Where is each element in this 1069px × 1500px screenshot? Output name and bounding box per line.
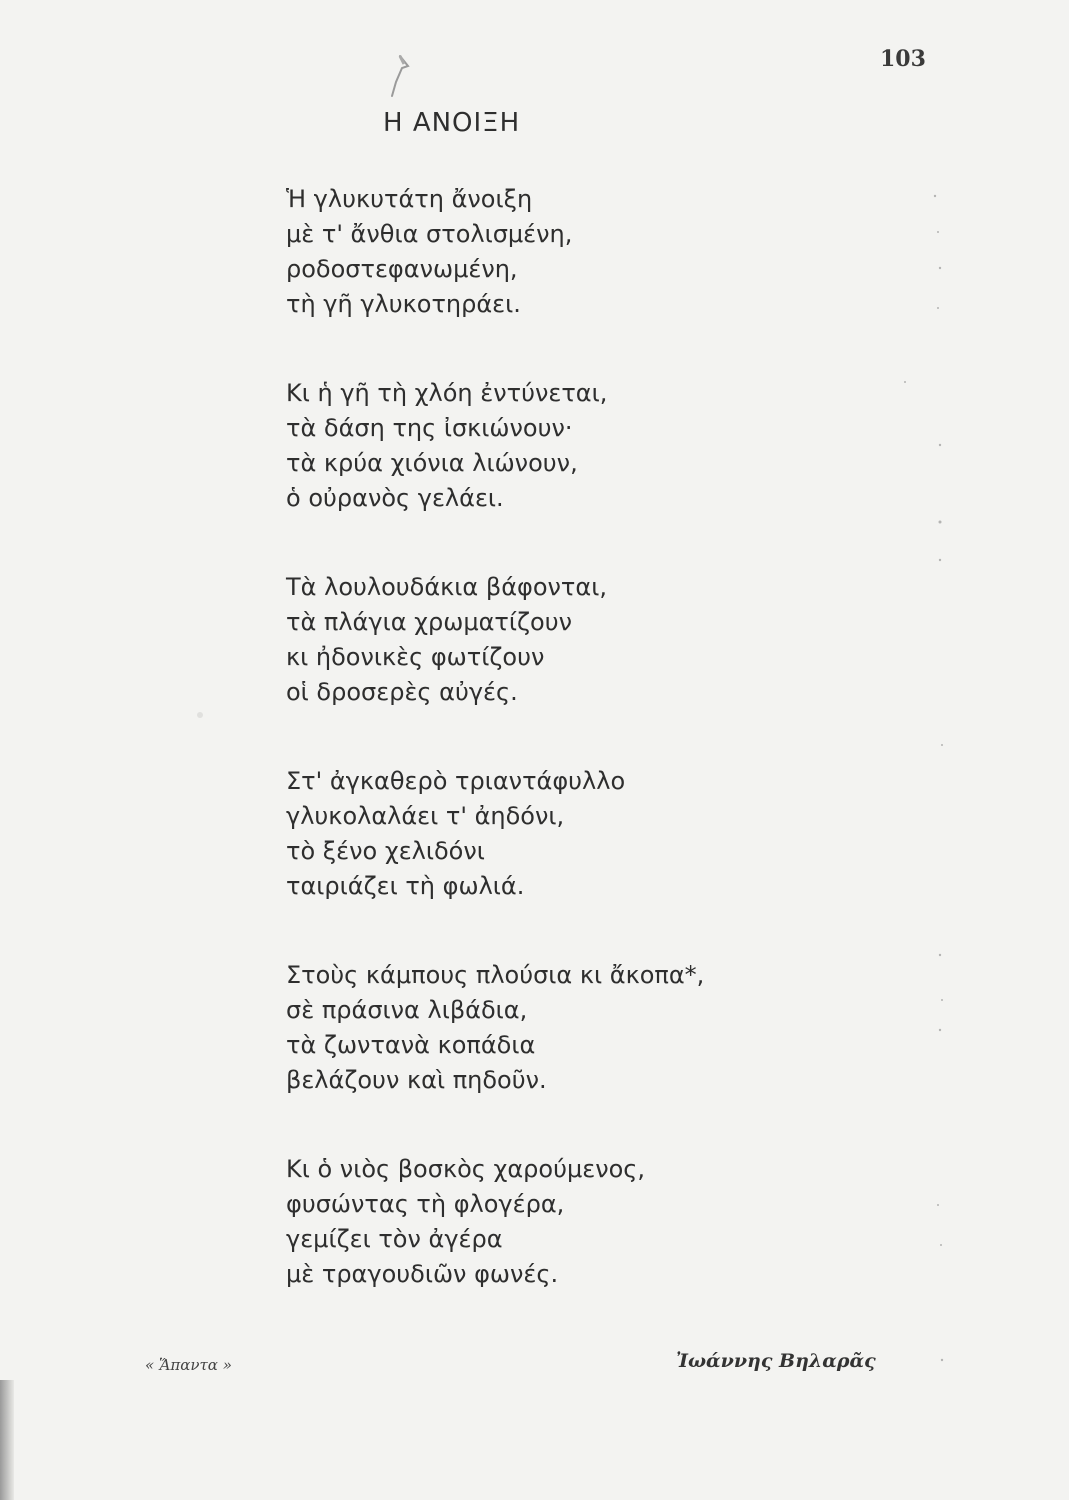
poem-line: Ἡ γλυκυτάτη ἄνοιξη <box>286 185 533 213</box>
poem-line: γλυκολαλάει τ' ἀηδόνι, <box>286 802 565 830</box>
poem-line: Τὰ λουλουδάκια βάφονται, <box>286 573 607 601</box>
poem-line: Κι ἡ γῆ τὴ χλόη ἐντύνεται, <box>286 379 608 407</box>
poem-line: κι ἠδονικὲς φωτίζουν <box>286 643 545 671</box>
stanza <box>286 958 704 1098</box>
poem-line: τὰ κρύα χιόνια λιώνουν, <box>286 449 578 477</box>
poem-line: Στ' ἀγκαθερὸ τριαντάφυλλο <box>286 767 626 795</box>
pencil-mark-icon <box>378 52 418 100</box>
poem-line: μὲ τ' ἄνθια στολισμένη, <box>286 220 573 248</box>
stanza <box>286 376 704 516</box>
poem-line: σὲ πράσινα λιβάδια, <box>286 996 528 1024</box>
poem-line: ταιριάζει τὴ φωλιά. <box>286 872 525 900</box>
poem-line: Στοὺς κάμπους πλούσια κι ἄκοπα*, <box>286 961 705 989</box>
poem-line: μὲ τραγουδιῶν φωνές. <box>286 1260 559 1288</box>
poem-line: τὰ δάση της ἰσκιώνουν· <box>286 414 573 442</box>
poem-line: ὁ οὐρανὸς γελάει. <box>286 484 504 512</box>
page-edge-shadow <box>0 1380 14 1500</box>
poem-line: φυσώντας τὴ φλογέρα, <box>286 1190 565 1218</box>
poem-body <box>286 182 704 1346</box>
stanza <box>286 1152 704 1292</box>
poem-line: τὰ πλάγια χρωματίζουν <box>286 608 573 636</box>
poem-line: τὸ ξένο χελιδόνι <box>286 837 485 865</box>
source-citation: « Ἅπαντα » <box>145 1356 232 1374</box>
page-number: 103 <box>880 46 926 72</box>
poem-line: ροδοστεφανωμένη, <box>286 255 518 283</box>
poem-line: βελάζουν καὶ πηδοῦν. <box>286 1066 547 1094</box>
poem-line: Κι ὁ νιὸς βοσκὸς χαρούμενος, <box>286 1155 646 1183</box>
poem-line: τὴ γῆ γλυκοτηράει. <box>286 290 521 318</box>
poem-line: τὰ ζωντανὰ κοπάδια <box>286 1031 536 1059</box>
poem-title: Η ΑΝΟΙΞΗ <box>383 108 521 138</box>
poem-line: οἱ δροσερὲς αὐγές. <box>286 678 518 706</box>
stanza <box>286 182 704 322</box>
stanza <box>286 764 704 904</box>
author-name: Ἰωάννης Βηλαρᾶς <box>676 1350 876 1372</box>
stanza <box>286 570 704 710</box>
poem-line: γεμίζει τὸν ἀγέρα <box>286 1225 503 1253</box>
